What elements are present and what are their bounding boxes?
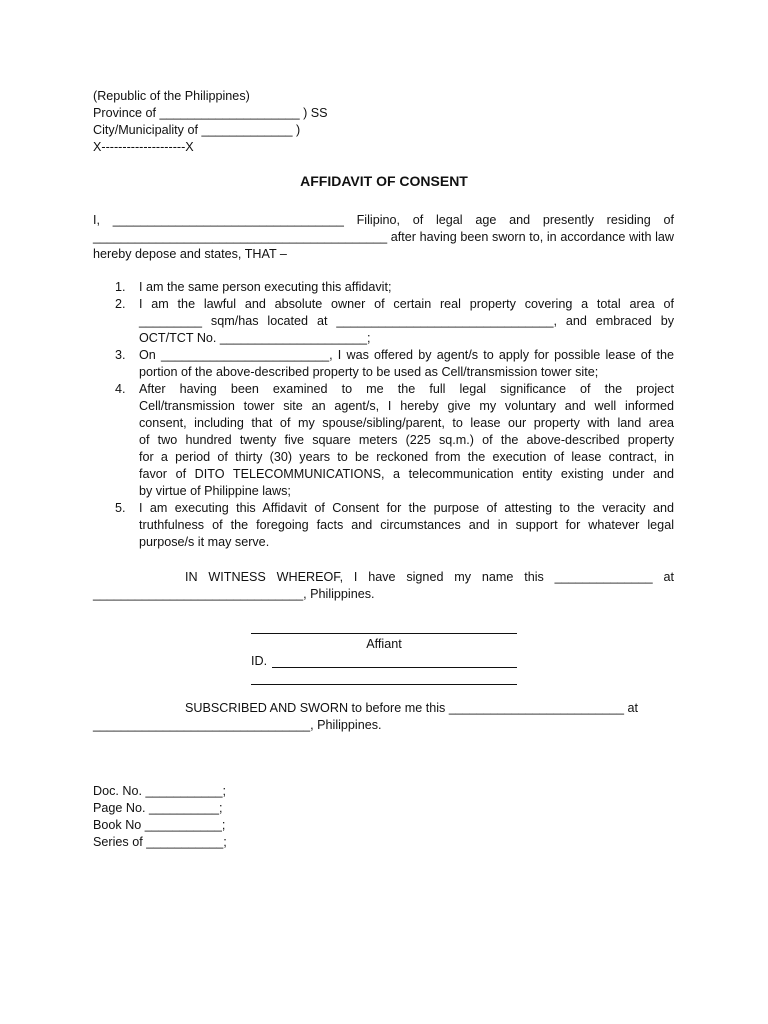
item-line: OCT/TCT No. _____________________;: [139, 331, 371, 345]
affiant-label: Affiant: [366, 637, 402, 651]
item-line: purpose/s it may serve.: [139, 535, 270, 549]
item-line: On ________________________, I was offered by agent/s to apply for possible lease of the: [139, 348, 674, 362]
item-line: After having been examined to me the full legal significance of the project: [139, 382, 674, 396]
item-line: consent, including that of my spouse/sibling/parent, to lease our property with land area: [139, 416, 674, 430]
witness-line-2: ______________________________, Philippines.: [93, 587, 375, 601]
item-line: of two hundred twenty five square meters (225 sq.m.) of the above-described property: [139, 433, 674, 447]
item-number: 3.: [115, 348, 126, 362]
intro-line-1: I, _________________________________ Filipino, of legal age and presently residing of: [93, 213, 674, 227]
item-line: I am the same person executing this affidavit;: [139, 280, 392, 294]
item-line: for a period of thirty (30) years to be reckoned from the execution of lease contract, in: [139, 450, 674, 464]
page-no-line: Page No. __________;: [93, 801, 223, 815]
item-number: 4.: [115, 382, 126, 396]
item-line: _________ sqm/has located at _______________________________, and embraced by: [139, 314, 674, 328]
item-line: by virtue of Philippine laws;: [139, 484, 291, 498]
republic-line: (Republic of the Philippines): [93, 89, 250, 103]
item-line: portion of the above-described property to be used as Cell/transmission tower site;: [139, 365, 599, 379]
item-line: favor of DITO TELECOMMUNICATIONS, a telecommunication entity existing under and: [139, 467, 674, 481]
affiant-id-label: ID.: [251, 654, 268, 668]
series-of-line: Series of ___________;: [93, 835, 227, 849]
intro-line-2: __________________________________________ after having been sworn to, in accordance with law: [93, 230, 674, 244]
city-line: City/Municipality of _____________ ): [93, 123, 301, 137]
book-no-line: Book No ___________;: [93, 818, 226, 832]
item-number: 5.: [115, 501, 126, 515]
item-line: I am the lawful and absolute owner of certain real property covering a total area of: [139, 297, 674, 311]
witness-line-1: IN WITNESS WHEREOF, I have signed my name this ______________ at: [185, 570, 674, 584]
item-line: truthfulness of the foregoing facts and circumstances and in support for whatever legal: [139, 518, 674, 532]
subscribed-line-1: SUBSCRIBED AND SWORN to before me this _________________________ at: [185, 701, 638, 715]
item-number: 2.: [115, 297, 126, 311]
item-line: Cell/transmission tower site an agent/s, I hereby give my voluntary and well informed: [139, 399, 674, 413]
item-number: 1.: [115, 280, 126, 294]
intro-line-3: hereby depose and states, THAT –: [93, 247, 287, 261]
province-line: Province of ____________________ ) SS: [93, 106, 328, 120]
subscribed-line-2: _______________________________, Philippines.: [93, 718, 382, 732]
separator-line: X--------------------X: [93, 140, 194, 154]
signature-line: [251, 633, 517, 634]
doc-no-line: Doc. No. ___________;: [93, 784, 227, 798]
item-line: I am executing this Affidavit of Consent for the purpose of attesting to the veracity and: [139, 501, 674, 515]
affiant-extra-line: [251, 684, 517, 685]
document-title: AFFIDAVIT OF CONSENT: [300, 173, 468, 189]
affiant-id-line: [272, 667, 517, 668]
